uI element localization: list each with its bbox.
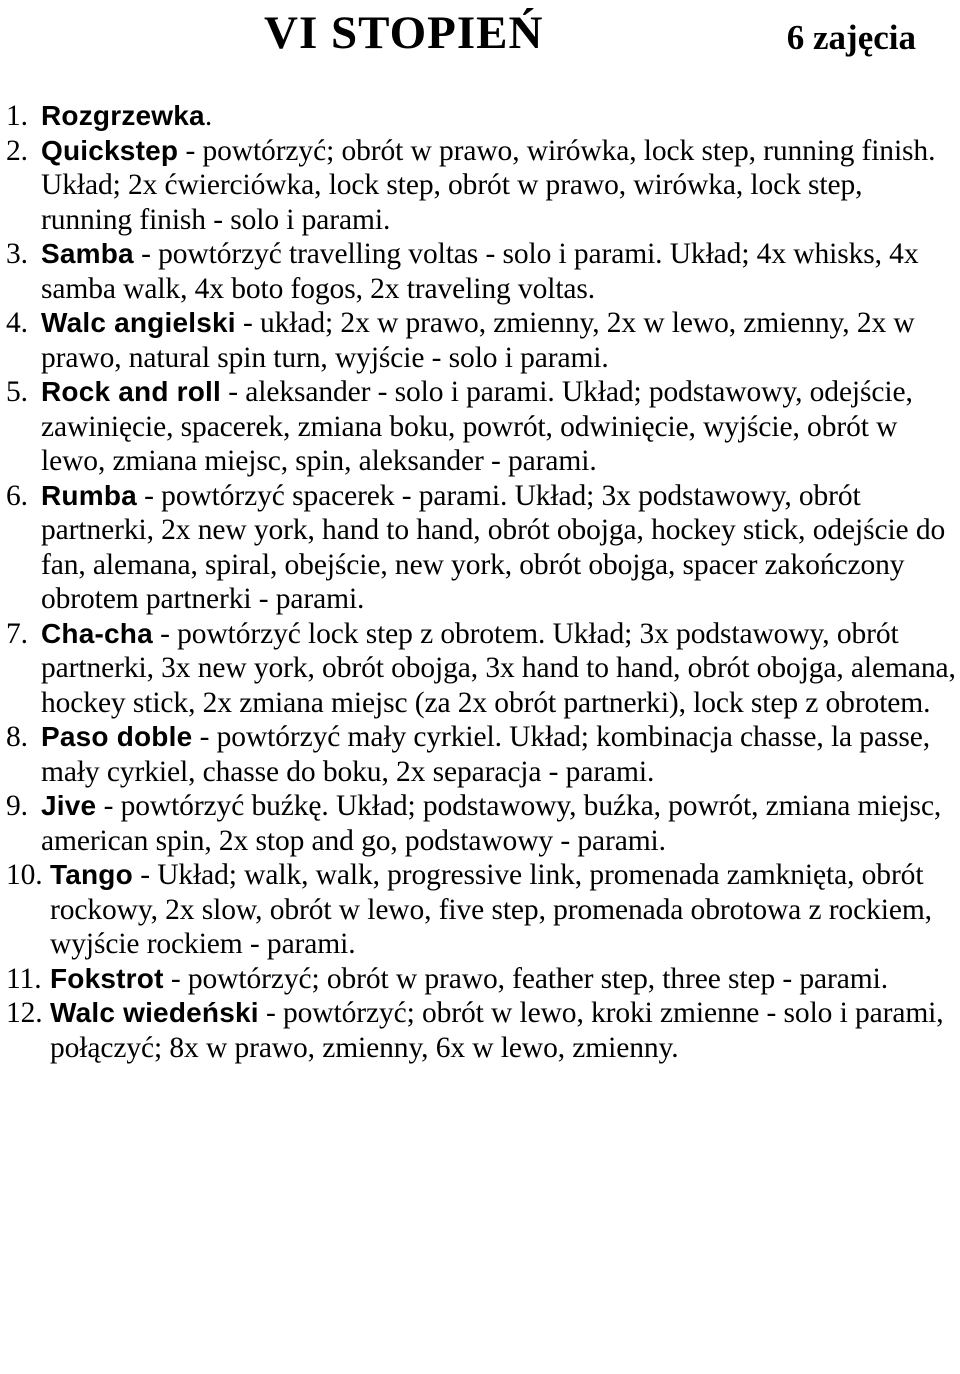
lesson-list (6, 99, 958, 1065)
dance-name: Cha-cha (41, 617, 153, 649)
item-number: 7. (6, 617, 28, 650)
item-number: 5. (6, 376, 28, 408)
item-number: 2. (6, 134, 28, 167)
item-description: - powtórzyć mały cyrkiel. Układ; kombinacja chasse, la passe, mały cyrkiel, chasse do boku, 2x separacja - parami. (41, 721, 930, 788)
dance-name: Jive (41, 790, 97, 821)
item-number: 9. (6, 790, 28, 822)
dance-name: Rumba (41, 479, 137, 511)
item-description: - powtórzyć lock step z obrotem. Układ; 3x podstawowy, obrót partnerki, 3x new york, obrót obojga, 3x hand to hand, obrót obojga, alemana, hockey stick, 2x zmiana miejsc (za 2x obrót partnerki), lock step z obrotem. (41, 617, 956, 719)
list-item (6, 134, 958, 238)
list-item (6, 479, 958, 617)
dance-name: Walc angielski (41, 307, 236, 338)
dance-name: Tango (50, 859, 133, 890)
dance-name: Fokstrot (50, 962, 164, 994)
dance-name: Rozgrzewka (41, 100, 205, 131)
dance-name: Walc wiedeński (50, 997, 259, 1028)
item-number: 12. (6, 997, 43, 1029)
item-number: 8. (6, 721, 28, 753)
item-description: - powtórzyć spacerek - parami. Układ; 3x podstawowy, obrót partnerki, 2x new york, hand to hand, obrót obojga, hockey stick, odejście do fan, alemana, spiral, obejście, new york, obrót obojga, spacer zakończony obrotem partnerki - parami. (41, 479, 946, 615)
list-item (6, 962, 958, 997)
sessions-count: 6 zajęcia (786, 18, 916, 57)
dance-name: Quickstep (41, 134, 179, 166)
item-description: - układ; 2x w prawo, zmienny, 2x w lewo, zmienny, 2x w prawo, natural spin turn, wyjście - solo i parami. (41, 307, 915, 374)
item-description: - powtórzyć; obrót w prawo, wirówka, lock step, running finish. Układ; 2x ćwierciówka, lock step, obrót w prawo, wirówka, lock step, running finish - solo i parami. (41, 134, 936, 236)
item-number: 1. (6, 100, 28, 132)
item-number: 11. (6, 962, 42, 995)
item-number: 10. (6, 859, 43, 891)
list-item (6, 858, 958, 962)
list-item (6, 789, 958, 858)
dance-name: Samba (41, 238, 134, 269)
item-number: 4. (6, 307, 28, 339)
list-item (6, 99, 958, 134)
item-description: - powtórzyć; obrót w lewo, kroki zmienne - solo i parami, połączyć; 8x w prawo, zmienny, 6x w lewo, zmienny. (50, 997, 944, 1064)
dance-name: Paso doble (41, 721, 193, 752)
item-number: 3. (6, 238, 28, 270)
item-description: - powtórzyć travelling voltas - solo i parami. Układ; 4x whisks, 4x samba walk, 4x boto fogos, 2x traveling voltas. (41, 238, 919, 305)
item-description: - powtórzyć buźkę. Układ; podstawowy, buźka, powrót, zmiana miejsc, american spin, 2x stop and go, podstawowy - parami. (41, 790, 942, 857)
list-item (6, 617, 958, 721)
item-description: - aleksander - solo i parami. Układ; podstawowy, odejście, zawinięcie, spacerek, zmiana boku, powrót, odwinięcie, wyjście, obrót w lewo, zmiana miejsc, spin, aleksander - parami. (41, 376, 913, 477)
item-number: 6. (6, 479, 28, 512)
page-header (0, 6, 960, 66)
item-description: - powtórzyć; obrót w prawo, feather step, three step - parami. (163, 962, 888, 995)
list-item (6, 720, 958, 789)
item-description: . (204, 100, 213, 132)
list-item (6, 996, 958, 1065)
dance-name: Rock and roll (41, 376, 221, 407)
list-item (6, 375, 958, 479)
list-item (6, 237, 958, 306)
list-item (6, 306, 958, 375)
item-description: - Układ; walk, walk, progressive link, promenada zamknięta, obrót rockowy, 2x slow, obrót w lewo, five step, promenada obrotowa z rockiem, wyjście rockiem - parami. (50, 859, 932, 960)
page-title: VI STOPIEŃ (264, 7, 544, 59)
